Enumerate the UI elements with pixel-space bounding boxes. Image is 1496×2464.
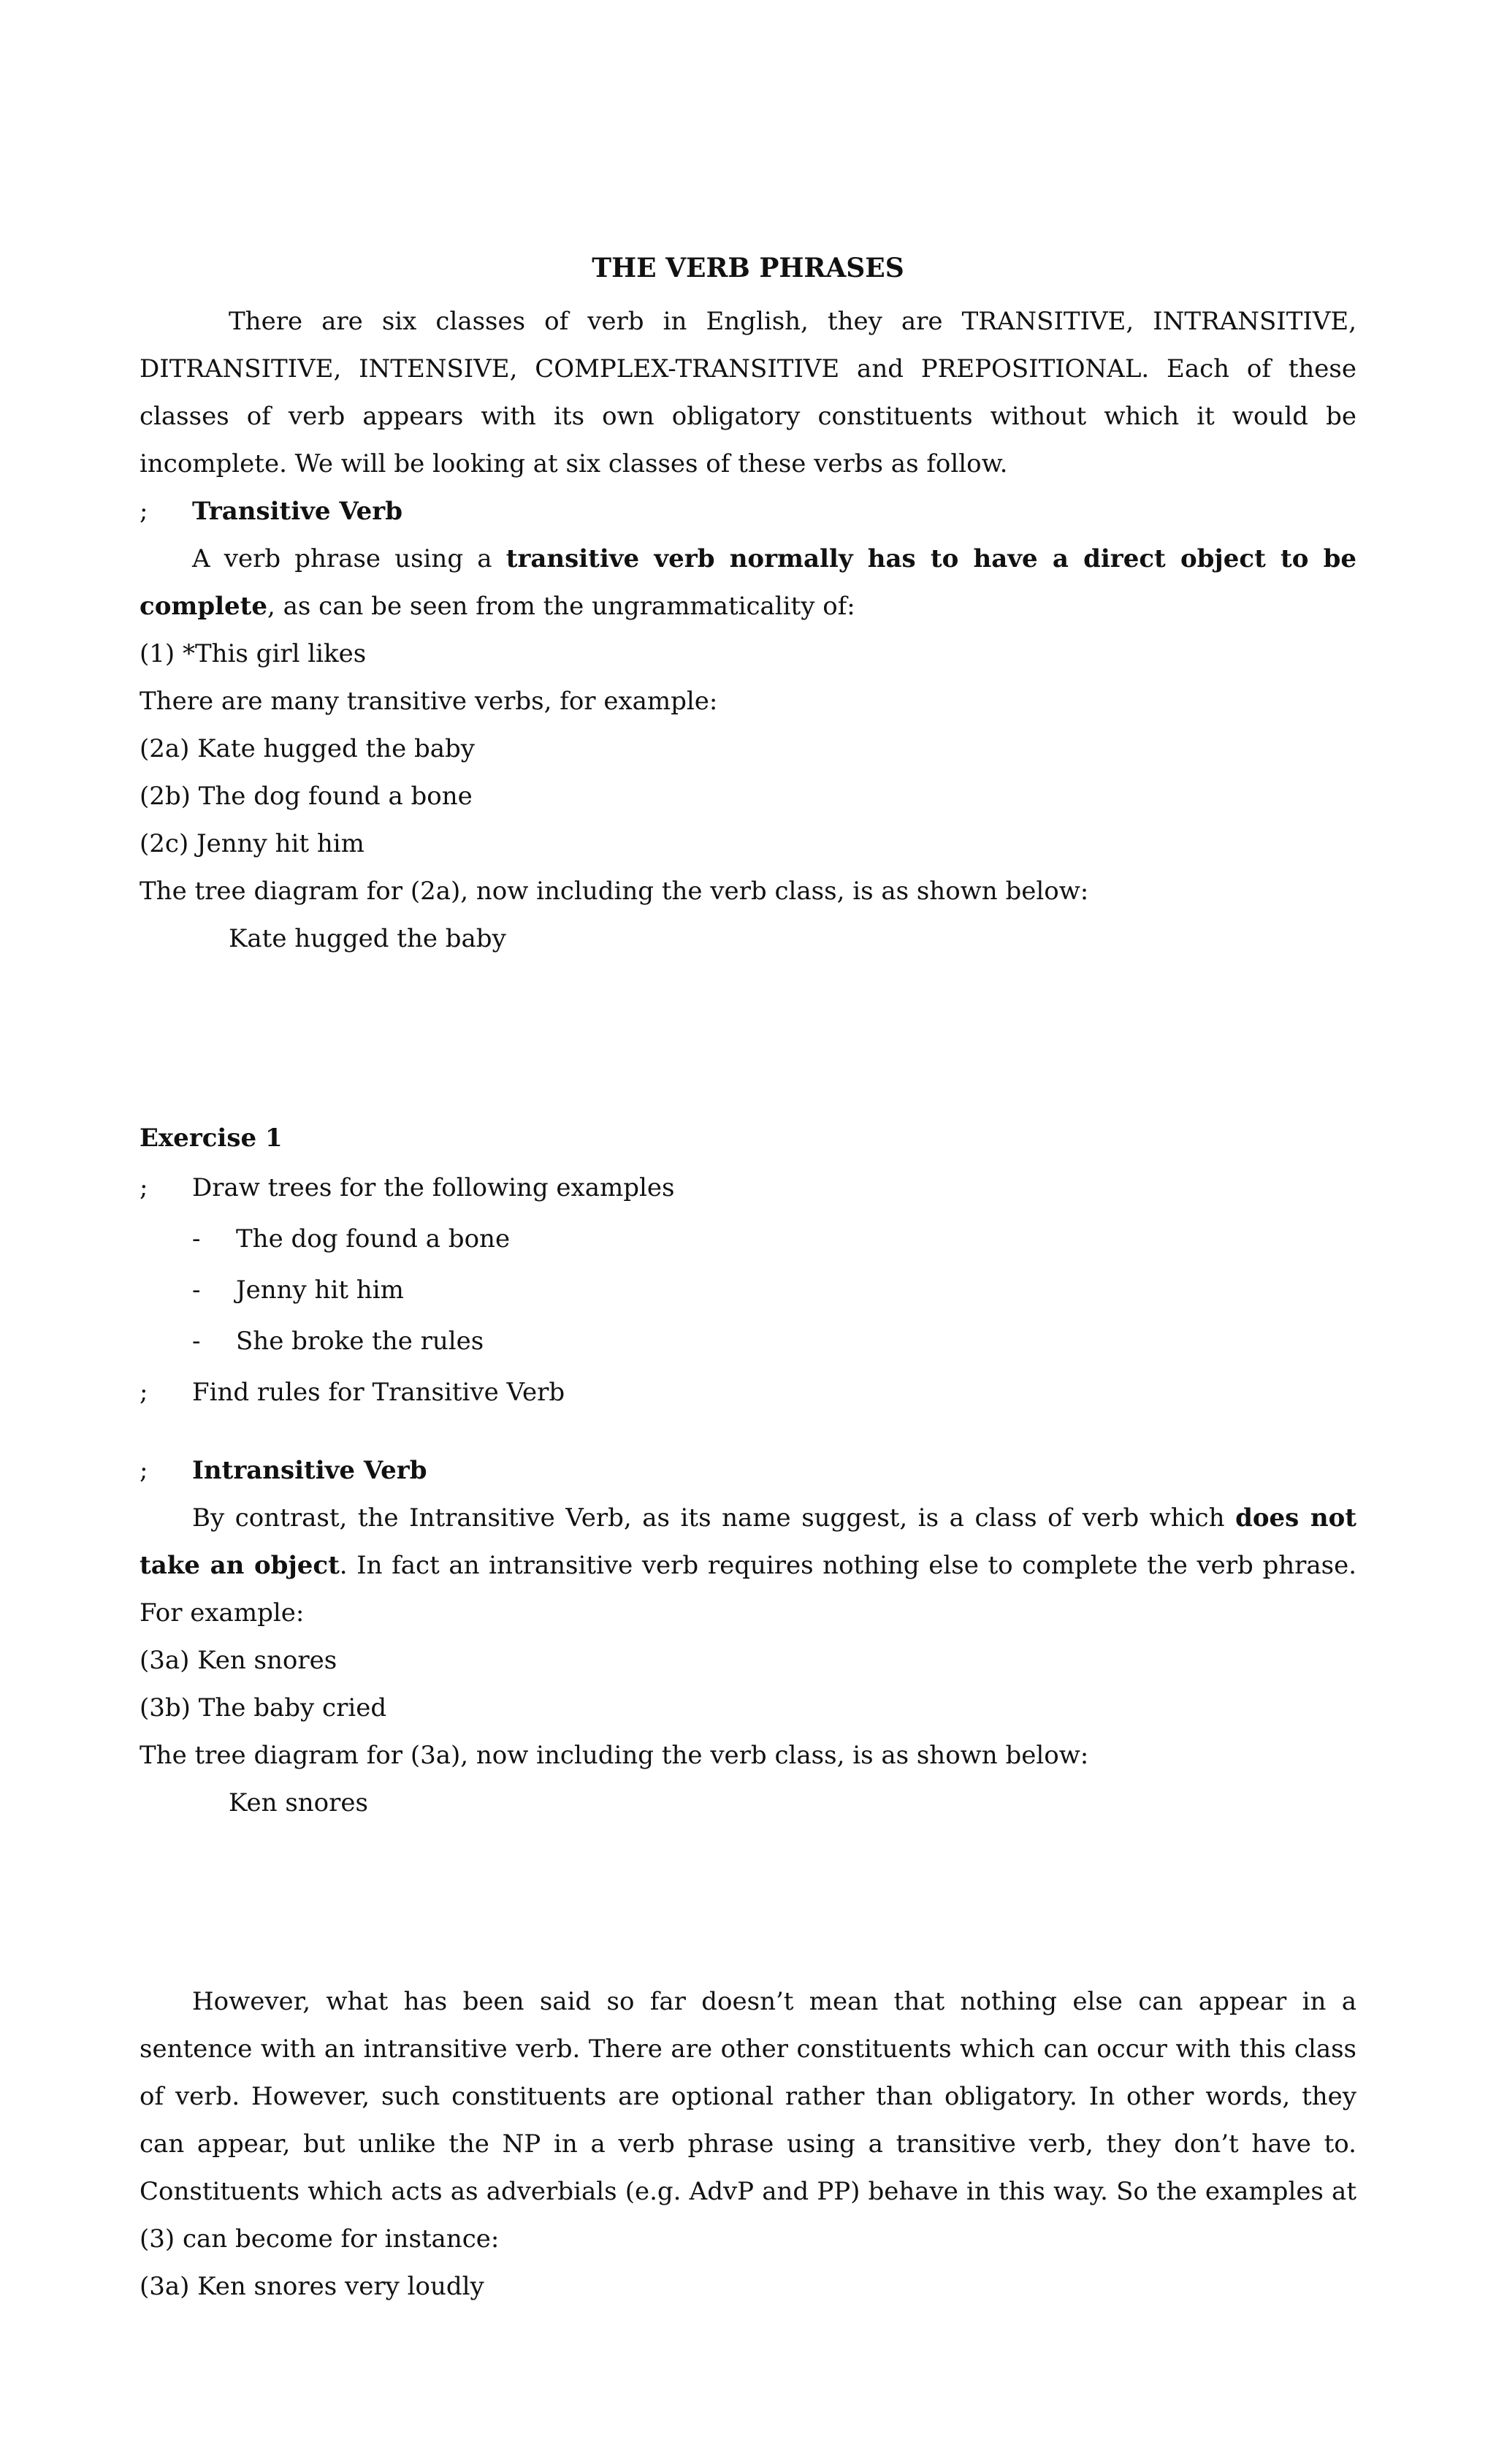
transitive-heading: Transitive Verb (192, 497, 402, 526)
intransitive-para-pre: By contrast, the Intransitive Verb, as its name suggest, is a class of verb which (192, 1503, 1236, 1533)
transitive-para-pre: A verb phrase using a (192, 544, 506, 573)
bullet-marker: ; (140, 1378, 148, 1407)
intransitive-heading: Intransitive Verb (192, 1456, 427, 1485)
section-gap (140, 1418, 1356, 1447)
example-3a-loudly: (3a) Ken snores very loudly (140, 2272, 484, 2301)
exercise-heading: Exercise 1 (140, 1124, 283, 1153)
bullet-marker: ; (140, 1173, 148, 1202)
tree-sentence-3a: Ken snores (229, 1788, 368, 1818)
tree-intro-3a: The tree diagram for (3a), now including the verb class, is as shown below: (140, 1741, 1089, 1770)
tree-sentence-2a: Kate hugged the baby (229, 924, 506, 953)
transitive-paragraph (140, 535, 1356, 630)
exercise-item-2-text: Find rules for Transitive Verb (192, 1378, 565, 1407)
exercise-item-1 (140, 1162, 1356, 1213)
section-heading-intransitive (140, 1447, 1356, 1495)
exercise-subitem-3 (140, 1316, 1356, 1367)
example-2b: (2b) The dog found a bone (140, 782, 473, 811)
exercise-subitem-2 (140, 1265, 1356, 1316)
dash-marker: - (192, 1327, 201, 1356)
bullet-marker: ; (140, 1456, 148, 1485)
dash-marker: - (192, 1275, 201, 1305)
example-3a: (3a) Ken snores (140, 1646, 337, 1675)
example-1: (1) *This girl likes (140, 639, 367, 668)
intransitive-para-bold: does not take an object (140, 1503, 1356, 1580)
tree-diagram-space-3a (140, 1827, 1356, 1978)
example-3b: (3b) The baby cried (140, 1693, 387, 1723)
exercise-list (140, 1162, 1356, 1418)
exercise-subitem-1 (140, 1213, 1356, 1265)
intransitive-paragraph (140, 1495, 1356, 1637)
bullet-marker: ; (140, 497, 148, 526)
dash-marker: - (192, 1224, 201, 1254)
tree-intro-2a: The tree diagram for (2a), now including the verb class, is as shown below: (140, 877, 1089, 906)
intransitive-para-post: . In fact an intransitive verb requires nothing else to complete the verb phrase. For example: (140, 1551, 1357, 1628)
example-2c: (2c) Jenny hit him (140, 829, 365, 858)
transitive-para-bold: transitive verb normally has to have a direct object to be complete (140, 544, 1356, 621)
exercise-item-1-text: Draw trees for the following examples (192, 1173, 675, 1202)
section-heading-transitive (140, 488, 1356, 535)
exercise-subitem-2-text: Jenny hit him (236, 1275, 404, 1305)
tree-diagram-space-2a (140, 963, 1356, 1115)
intro-paragraph: There are six classes of verb in English, they are TRANSITIVE, INTRANSITIVE, DITRANSITIVE, INTENSIVE, COMPLEX-TRANSITIVE and PREPOSITIONAL. Each of these classes of verb appears with its own obligatory constituents without which it would be incomplete. We will be looking at six classes of these verbs as follow. (140, 307, 1356, 478)
page-title: THE VERB PHRASES (592, 253, 904, 283)
example-2a: (2a) Kate hugged the baby (140, 734, 476, 763)
transitive-para-post: , as can be seen from the ungrammaticality of: (267, 592, 855, 621)
exercise-item-2 (140, 1367, 1356, 1418)
transitive-many-line: There are many transitive verbs, for example: (140, 687, 718, 716)
exercise-subitem-1-text: The dog found a bone (236, 1224, 511, 1254)
exercise-subitem-3-text: She broke the rules (236, 1327, 484, 1356)
however-paragraph: However, what has been said so far doesn’t mean that nothing else can appear in a sentence with an intransitive verb. There are other constituents which can occur with this class of verb. However, such constituents are optional rather than obligatory. In other words, they can appear, but unlike the NP in a verb phrase using a transitive verb, they don’t have to. Constituents which acts as adverbials (e.g. AdvP and PP) behave in this way. So the examples at (3) can become for instance: (140, 1987, 1356, 2254)
